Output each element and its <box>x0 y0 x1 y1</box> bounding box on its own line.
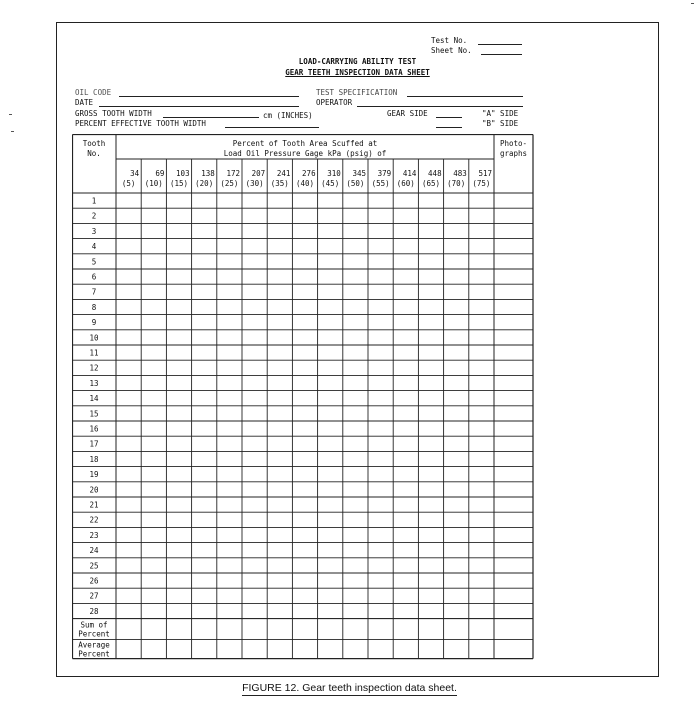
pressure-psig-label: (35) <box>270 179 289 188</box>
units-label: cm (INCHES) <box>263 111 313 120</box>
operator-label: OPERATOR <box>316 98 353 107</box>
tooth-number: 28 <box>89 606 99 616</box>
pressure-psig-label: (65) <box>421 179 441 188</box>
tooth-number: 21 <box>89 500 99 510</box>
test-spec-label: TEST SPECIFICATION <box>316 88 398 97</box>
oil-code-field[interactable] <box>119 96 299 97</box>
sum-label-2: Percent <box>78 629 110 639</box>
pressure-kpa-label: 517 <box>478 169 492 178</box>
avg-label: Average <box>78 640 110 650</box>
date-label: DATE <box>75 98 94 107</box>
avg-label-2: Percent <box>78 649 110 659</box>
tooth-no-header: No. <box>87 149 101 158</box>
pressure-psig-label: (25) <box>220 179 239 188</box>
tooth-header: Tooth <box>82 139 106 148</box>
test-spec-field[interactable] <box>407 96 523 97</box>
a-side-label: "A" SIDE <box>482 109 519 118</box>
scuff-header: Percent of Tooth Area Scuffed at <box>232 139 378 148</box>
tooth-number: 3 <box>91 226 97 236</box>
tooth-number: 1 <box>91 196 97 206</box>
pressure-kpa-label: 448 <box>428 169 442 178</box>
figure-caption-text: FIGURE 12. Gear teeth inspection data sheet. <box>242 682 457 694</box>
pressure-kpa-label: 379 <box>377 169 392 178</box>
tooth-number: 22 <box>89 515 99 525</box>
tooth-number: 20 <box>89 485 99 495</box>
pressure-kpa-label: 414 <box>402 169 417 178</box>
pressure-psig-label: (20) <box>195 179 214 188</box>
photo-header: Photo- <box>499 139 528 148</box>
tooth-number: 26 <box>89 576 99 586</box>
pressure-kpa-label: 34 <box>130 169 140 178</box>
gross-tooth-width-label: GROSS TOOTH WIDTH <box>75 109 152 118</box>
gear-side-b-field[interactable] <box>436 127 462 128</box>
pressure-kpa-label: 103 <box>176 169 190 178</box>
pressure-kpa-label: 276 <box>302 169 316 178</box>
tooth-number: 23 <box>89 530 99 540</box>
pressure-psig-label: (40) <box>295 179 315 188</box>
tooth-number: 17 <box>89 439 99 449</box>
percent-effective-field[interactable] <box>225 127 319 128</box>
pressure-psig-label: (50) <box>346 179 365 188</box>
pressure-psig-label: (60) <box>396 179 415 188</box>
pressure-kpa-label: 69 <box>155 169 165 178</box>
tooth-number: 16 <box>89 424 99 434</box>
form-title: LOAD-CARRYING ABILITY TEST <box>298 57 417 66</box>
pressure-kpa-label: 345 <box>352 169 366 178</box>
tooth-number: 10 <box>89 333 99 343</box>
tooth-number: 9 <box>91 318 97 328</box>
pressure-psig-label: (45) <box>321 179 340 188</box>
pressure-kpa-label: 241 <box>276 169 291 178</box>
gross-tooth-width-field[interactable] <box>163 117 259 118</box>
sheet-no-field[interactable] <box>481 54 522 55</box>
inspection-table <box>72 134 534 662</box>
tooth-number: 4 <box>91 242 97 252</box>
tooth-number: 2 <box>91 211 97 221</box>
sheet-no-label: Sheet No. <box>431 46 472 55</box>
pressure-kpa-label: 207 <box>251 169 266 178</box>
date-field[interactable] <box>99 106 299 107</box>
pressure-psig-label: (5) <box>121 179 136 188</box>
pressure-psig-label: (75) <box>472 179 491 188</box>
b-side-label: "B" SIDE <box>482 119 519 128</box>
pressure-psig-label: (55) <box>371 179 390 188</box>
pressure-kpa-label: 172 <box>226 169 240 178</box>
pressure-psig-label: (10) <box>144 179 163 188</box>
gear-side-a-field[interactable] <box>436 117 462 118</box>
tooth-number: 12 <box>89 363 99 373</box>
tooth-number: 18 <box>89 454 99 464</box>
tooth-number: 11 <box>89 348 99 358</box>
tooth-number: 6 <box>91 272 97 282</box>
tooth-number: 24 <box>89 546 99 556</box>
tooth-number: 5 <box>91 257 97 267</box>
tooth-number: 19 <box>89 470 99 480</box>
figure-caption <box>58 682 641 694</box>
scuff-subheader: Load Oil Pressure Gage kPa (psig) of <box>223 149 387 158</box>
gear-side-label: GEAR SIDE <box>387 109 428 118</box>
photo-header-2: graphs <box>499 149 528 158</box>
pressure-psig-label: (15) <box>169 179 189 188</box>
percent-effective-label: PERCENT EFFECTIVE TOOTH WIDTH <box>75 119 206 128</box>
pressure-kpa-label: 310 <box>327 169 341 178</box>
oil-code-label: OIL CODE <box>75 88 112 97</box>
test-no-label: Test No. <box>431 36 468 45</box>
sum-label: Sum of <box>80 620 108 630</box>
pressure-kpa-label: 138 <box>201 169 215 178</box>
tooth-number: 27 <box>89 591 99 601</box>
tooth-number: 25 <box>89 561 99 571</box>
tooth-number: 13 <box>89 378 99 388</box>
form-subtitle: GEAR TEETH INSPECTION DATA SHEET <box>285 68 430 77</box>
pressure-psig-label: (70) <box>447 179 466 188</box>
pressure-psig-label: (30) <box>245 179 264 188</box>
tooth-number: 14 <box>89 394 99 404</box>
operator-field[interactable] <box>357 106 523 107</box>
tooth-number: 15 <box>89 409 99 419</box>
pressure-kpa-label: 483 <box>453 169 467 178</box>
tooth-number: 7 <box>91 287 97 297</box>
tooth-number: 8 <box>91 302 97 312</box>
test-no-field[interactable] <box>478 44 522 45</box>
